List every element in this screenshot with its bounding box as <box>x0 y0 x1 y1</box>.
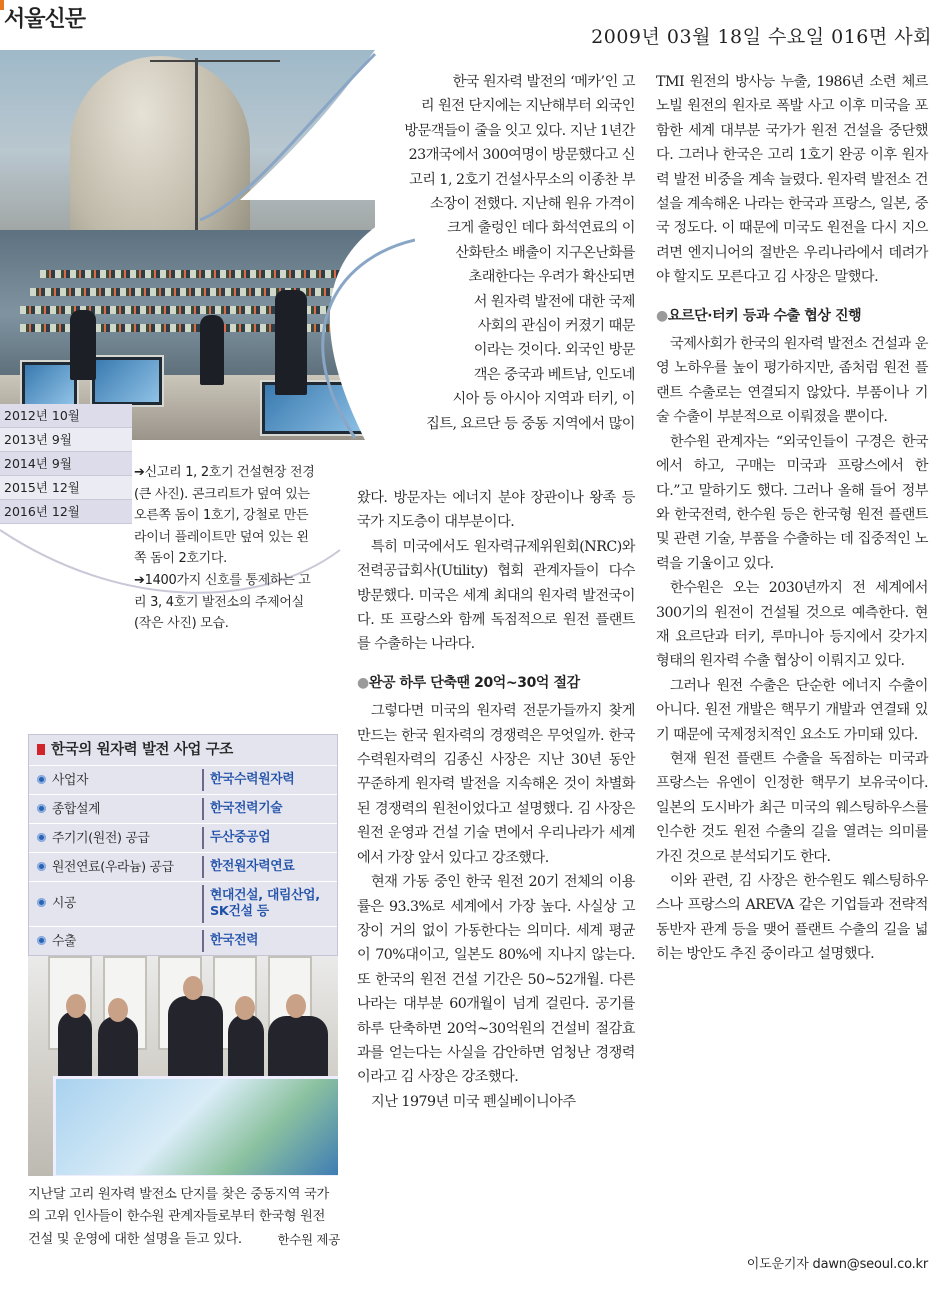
article-paragraph: 지난 1979년 미국 펜실베이니아주 <box>371 1093 576 1110</box>
row-key: 종합설계 <box>52 802 101 817</box>
bullet-icon <box>37 833 46 842</box>
article-line: 초래한다는 우려가 확산되면 <box>468 269 635 286</box>
row-key: 사업자 <box>52 773 89 788</box>
bullet-icon <box>37 775 46 784</box>
article-paragraph: 그렇다면 미국의 원자력 전문가들까지 찾게 만드는 한국 원자력의 경쟁력은 무엇일까. 한국수력원자력의 김종신 사장은 지난 30년 동안 꾸준하게 원자력 발전을 지속해온 것이 차별화된 경쟁력의 원천이었다고 설명했다. 김 사장은 원전 운영과 건설 기술 면에서 우리나라가 세계에서 가장 앞서 있다고 강조했다. <box>357 703 635 866</box>
article-paragraph: 특히 미국에서도 원자력규제위원회(NRC)와 전력공급회사(Utility) 협회 관계자들이 다수 방문했다. 미국은 세계 최대의 원자력 발전국이다. 또 프랑스와 함께 독점적으로 원전 플랜트를 수출하는 나라다. <box>357 538 635 653</box>
article-paragraph: 국제사회가 한국의 원자력 발전소 건설과 운영 노하우를 높이 평가하지만, 좀처럼 원전 플랜트 수출로는 연결되지 않았다. 부품이나 기술 수출이 부분적으로 이뤄졌을 뿐이다. <box>656 336 928 426</box>
subheading: ●완공 하루 단축땐 20억~30억 절감 <box>357 674 580 691</box>
industry-structure-table <box>28 734 338 956</box>
newspaper-logo: 서울신문 <box>4 7 86 32</box>
timeline-item: 2012년 10월 <box>0 404 132 428</box>
timeline-item: 2016년 12월 <box>0 500 132 524</box>
caption-inset-photo: 1400가지 신호를 통제하는 고리 3, 4호기 발전소의 주제어실(작은 사진) 모습. <box>134 572 311 632</box>
article-line: 리 원전 단지에는 지난해부터 외국인 <box>420 98 635 115</box>
photo-caption <box>134 462 320 635</box>
article-paragraph: 한수원은 오는 2030년까지 전 세계에서 300기의 원전이 건설될 것으로 예측한다. 현재 요르단과 터키, 루마니아 등지에서 갖가지 형태의 원자력 수출 협상이 이뤄지고 있다. <box>656 580 928 670</box>
article-paragraph: 왔다. 방문자는 에너지 분야 장관이나 왕족 등 국가 지도층이 대부분이다. <box>357 490 635 531</box>
row-key: 원전연료(우라늄) 공급 <box>52 860 174 875</box>
row-value: 현대건설, 대림산업, <box>210 888 320 903</box>
timeline-item: 2015년 12월 <box>0 476 132 500</box>
article-line: 사회의 관심이 커졌기 때문 <box>477 318 635 335</box>
caption-main-photo: 신고리 1, 2호기 건설현장 전경(큰 사진). 콘크리트가 덮여 있는 오른쪽 돔이 1호기, 강철로 만든 라이너 플레이트만 덮여 있는 왼쪽 돔이 2호기다. <box>134 465 315 567</box>
article-line: 한국 원자력 발전의 ‘메카’인 고 <box>452 74 635 90</box>
subheading: ●요르단·터키 등과 수출 협상 진행 <box>656 307 862 324</box>
article-column-2-top <box>357 70 635 436</box>
article-line: 소장이 전했다. 지난해 원유 가격이 <box>430 196 635 213</box>
delegation-caption <box>28 1184 340 1251</box>
article-paragraph: TMI 원전의 방사능 누출, 1986년 소련 체르노빌 원전의 원자로 폭발 사고 이후 미국을 포함한 세계 대부분 국가가 원전 건설을 중단했다. 그러나 한국은 고리 1호기 완공 이후 원자력 발전 비중을 계속 늘렸다. 원자력 발전소 건설을 계속해온 나라는 한국과 프랑스, 일본, 중국 정도다. 이 때문에 미국도 원전을 다시 지으려면 엔지니어의 절반은 우리나라에서 데려가야 할지도 모른다고 김 사장은 말했다. <box>656 74 928 286</box>
circle-bullet-icon: ● <box>357 674 369 691</box>
bullet-icon <box>37 862 46 871</box>
table-row <box>29 881 337 926</box>
delegation-photo <box>28 956 338 1176</box>
article-line: 이라는 것이다. 외국인 방문 <box>473 342 635 359</box>
article-column-2 <box>357 486 635 1114</box>
row-value: 두산중공업 <box>210 830 271 845</box>
row-value: 한전원자력연료 <box>210 859 295 874</box>
table-row <box>29 794 337 823</box>
row-key: 주기기(원전) 공급 <box>52 831 150 846</box>
reporter-byline: 이도운기자 dawn@seoul.co.kr <box>746 1257 928 1272</box>
photo-credit: 한수원 제공 <box>277 1231 340 1247</box>
timeline-item: 2013년 9월 <box>0 428 132 452</box>
article-line: 집트, 요르단 등 중동 지역에서 많이 <box>426 415 635 432</box>
table-row <box>29 765 337 794</box>
bullet-icon <box>37 898 46 907</box>
article-line: 산화탄소 배출이 지구온난화를 <box>455 244 635 261</box>
article-line: 크게 출렁인 데다 화석연료의 이 <box>447 220 635 237</box>
article-paragraph: 현재 원전 플랜트 수출을 독점하는 미국과 프랑스는 유엔이 인정한 핵무기 보유국이다. 일본의 도시바가 최근 미국의 웨스팅하우스를 인수한 것도 원전 수출의 길을 열려는 의미를 가진 것으로 분석되기도 한다. <box>656 750 928 865</box>
table-row <box>29 823 337 852</box>
article-paragraph: 현재 가동 중인 한국 원전 20기 전체의 이용률은 93.3%로 세계에서 가장 높다. 사실상 고장이 거의 없이 가동한다는 의미다. 세계 평균이 70%대이고, 일본도 80%에 지나지 않는다. 또 한국의 원전 건설 기간은 50~52개월. 다른 나라는 대부분 60개월이 넘게 걸린다. 공기를 하루 단축하면 20억~30억원의 건설비 절감효과를 얻는다는 사실을 감안하면 엄청난 경쟁력이라고 김 사장은 강조했다. <box>357 874 635 1086</box>
timeline-item: 2014년 9월 <box>0 452 132 476</box>
masthead <box>0 0 940 48</box>
row-value: 한국전력 <box>210 933 259 948</box>
table-row <box>29 926 337 955</box>
row-value: 한국수력원자력 <box>210 772 295 787</box>
caption-text: 지난달 고리 원자력 발전소 단지를 찾은 중동지역 국가의 고위 인사들이 한수원 관계자들로부터 한국형 원전 건설 및 운영에 대한 설명을 듣고 있다. <box>28 1187 329 1247</box>
table-row <box>29 852 337 881</box>
article-paragraph: 이와 관련, 김 사장은 한수원도 웨스팅하우스나 프랑스의 AREVA 같은 기업들과 전략적 동반자 관계 등을 맺어 플랜트 수출의 길을 넓히는 방안도 추진 중이라고 설명했다. <box>656 873 928 963</box>
circle-bullet-icon: ● <box>656 307 668 324</box>
article-paragraph: 한수원 관계자는 “외국인들이 구경은 한국에서 하고, 구매는 미국과 프랑스에서 한다.”고 말하기도 했다. 그러나 올해 들어 정부와 한국전력, 한수원 등은 한국형 원전 플랜트 및 관련 기술, 부품을 수출하는 데 집중적인 노력을 기울이고 있다. <box>656 433 928 572</box>
arrow-icon: ➔ <box>134 465 145 480</box>
table-title: 한국의 원자력 발전 사업 구조 <box>29 735 337 765</box>
bullet-icon <box>37 936 46 945</box>
completion-timeline <box>0 404 132 524</box>
arrow-icon: ➔ <box>134 572 145 588</box>
article-line: 객은 중국과 베트남, 인도네 <box>473 366 635 383</box>
row-value: 한국전력기술 <box>210 801 283 816</box>
bullet-icon <box>37 804 46 813</box>
square-bullet-icon <box>37 744 45 755</box>
row-value: SK건설 등 <box>210 904 269 919</box>
article-paragraph: 그러나 원전 수출은 단순한 에너지 수출이 아니다. 원전 개발은 핵무기 개발과 연결돼 있기 때문에 국제정치적인 요소도 가미돼 있다. <box>656 677 928 743</box>
site-map-board <box>53 1076 338 1176</box>
dateline: 2009년 03월 18일 수요일 016면 사회 <box>591 26 932 48</box>
row-key: 수출 <box>52 934 77 949</box>
article-column-3 <box>656 70 928 967</box>
article-line: 방문객들이 줄을 잇고 있다. 지난 1년간 <box>404 122 635 139</box>
article-line: 시아 등 아시아 지역과 터키, 이 <box>452 391 635 408</box>
article-line: 고리 1, 2호기 건설사무소의 이종찬 부 <box>409 171 635 188</box>
article-line: 23개국에서 300여명이 방문했다고 신 <box>408 147 635 164</box>
article-line: 서 원자력 발전에 대한 국제 <box>473 293 635 310</box>
row-key: 시공 <box>52 896 77 911</box>
